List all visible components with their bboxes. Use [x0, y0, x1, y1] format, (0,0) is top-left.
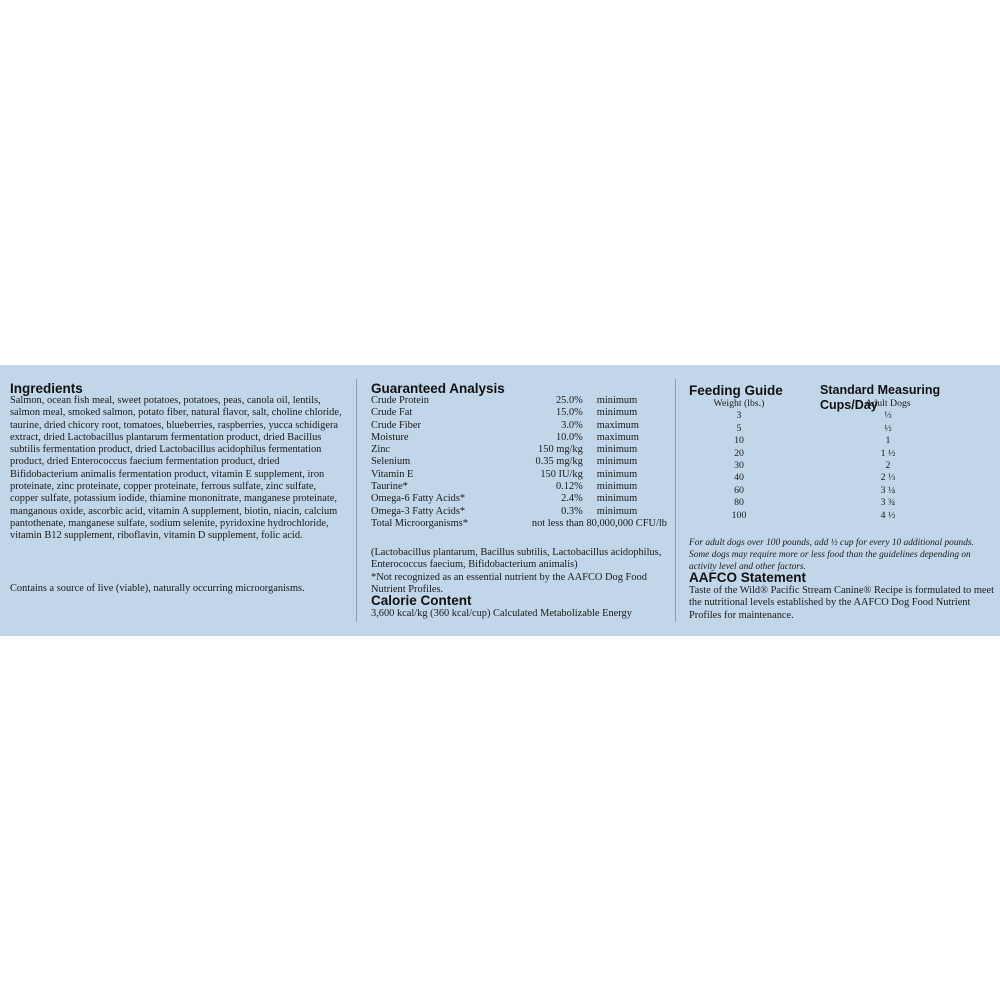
feeding-cups: 2 — [885, 460, 891, 472]
feeding-row — [689, 423, 987, 435]
microorganisms-detail: (Lactobacillus plantarum, Bacillus subtilis, Lactobacillus acidophilus, Enterococcus faecium, Bifidobacterium animalis) — [371, 547, 662, 571]
ga-value: 2.4% — [561, 493, 583, 505]
feeding-row — [689, 485, 987, 497]
feeding-weight: 10 — [734, 435, 744, 447]
ga-qualifier: minimum — [596, 493, 638, 505]
ga-row — [371, 493, 667, 505]
calorie-content-text: 3,600 kcal/kg (360 kcal/cup) Calculated Metabolizable Energy — [371, 608, 632, 619]
ga-nutrient: Crude Protein — [371, 395, 430, 406]
ga-row — [371, 481, 667, 493]
feeding-guide-table — [689, 398, 987, 522]
feeding-row — [689, 510, 987, 522]
ga-row — [371, 395, 667, 407]
ga-row — [371, 444, 667, 456]
ga-nutrient: Crude Fat — [371, 407, 413, 419]
ingredients-section — [0, 365, 356, 636]
feeding-row — [689, 410, 987, 422]
feeding-cups: 1 ½ — [880, 447, 896, 459]
ga-value: 0.3% — [561, 505, 583, 517]
feeding-cups: 1 — [885, 435, 891, 447]
ingredients-heading: Ingredients — [10, 381, 83, 396]
live-microorganisms-note: Contains a source of live (viable), naturally occurring microorganisms. — [10, 583, 305, 594]
feeding-cups: 2 ⅓ — [880, 472, 896, 484]
ga-value: 25.0% — [555, 395, 583, 406]
ga-qualifier: minimum — [596, 395, 638, 406]
aafco-statement-heading: AAFCO Statement — [689, 570, 807, 585]
ga-qualifier: minimum — [596, 444, 638, 456]
feeding-cups: 3 ¼ — [880, 484, 896, 496]
guaranteed-analysis-section — [357, 365, 675, 636]
ga-qualifier: minimum — [596, 407, 638, 419]
aafco-statement-text: Taste of the Wild® Pacific Stream Canine® Recipe is formulated to meet the nutritional levels established by the AAFCO Dog Food Nutrient Profiles for maintenance. — [689, 585, 995, 621]
ga-qualifier: minimum — [596, 505, 638, 517]
ga-row — [371, 456, 667, 468]
feeding-guide-heading: Feeding Guide — [689, 383, 783, 398]
feeding-weight: 3 — [736, 410, 742, 422]
adult-dogs-column-header: Adult Dogs — [865, 398, 911, 409]
ga-nutrient: Zinc — [371, 444, 391, 456]
ga-value: 0.35 mg/kg — [535, 456, 583, 468]
feeding-cups: 3 ¾ — [880, 497, 896, 509]
ga-row — [371, 469, 667, 481]
measuring-cups-heading: Standard Measuring Cups/Day — [820, 383, 941, 412]
ga-microorganisms-value: not less than 80,000,000 CFU/lb — [531, 517, 667, 529]
ga-value: 150 mg/kg — [538, 444, 583, 456]
ga-row — [371, 506, 667, 518]
feeding-cups: ½ — [884, 422, 892, 434]
feeding-row — [689, 472, 987, 484]
ga-qualifier: maximum — [596, 431, 639, 443]
ga-qualifier: minimum — [596, 468, 638, 480]
ga-qualifier: minimum — [596, 481, 638, 493]
ga-nutrient: Crude Fiber — [371, 419, 421, 431]
ga-row — [371, 407, 667, 419]
ga-row — [371, 420, 667, 432]
feeding-weight: 100 — [731, 509, 747, 521]
feeding-guide-note: For adult dogs over 100 pounds, add ½ cup for every 10 additional pounds. Some dogs may require more or less food than the guidelines depending on activity level and other factors. — [689, 538, 974, 572]
feeding-weight: 40 — [734, 472, 744, 484]
feeding-guide-section — [676, 365, 1000, 636]
calorie-content-heading: Calorie Content — [371, 593, 472, 608]
aafco-footnote: *Not recognized as an essential nutrient by the AAFCO Dog Food Nutrient Profiles. — [371, 571, 647, 595]
guaranteed-analysis-heading: Guaranteed Analysis — [371, 381, 505, 396]
ga-value: 3.0% — [561, 419, 583, 431]
ga-value: 15.0% — [555, 407, 583, 419]
ga-nutrient: Omega-6 Fatty Acids* — [371, 493, 466, 505]
ga-value: 10.0% — [555, 431, 583, 443]
ga-row — [371, 432, 667, 444]
feeding-cups: ⅓ — [884, 410, 892, 422]
ga-qualifier: minimum — [596, 456, 638, 468]
ga-nutrient: Moisture — [371, 431, 409, 443]
feeding-weight: 80 — [734, 497, 744, 509]
feeding-row — [689, 448, 987, 460]
guaranteed-analysis-table — [371, 395, 667, 530]
ga-row-microorganisms — [371, 518, 667, 530]
ingredients-text: Salmon, ocean fish meal, sweet potatoes, potatoes, peas, canola oil, lentils, salmon meal, smoked salmon, potato fiber, natural flavor, salt, choline chloride, taurine, dried chicory root, tomatoes, blueberries, raspberries, yucca schidigera extract, dried Lactobacillus plantarum fermentation product, dried Bacillus subtilis fermentation product, dried Lactobacillus acidophilus fermentation product, dried Enterococcus faecium fermentation product, dried Bifidobacterium animalis fermentation product, vitamin E supplement, iron proteinate, zinc proteinate, copper proteinate, ferrous sulfate, zinc sulfate, copper sulfate, potassium iodide, thiamine mononitrate, manganese proteinate, manganous oxide, ascorbic acid, vitamin A supplement, biotin, niacin, calcium pantothenate, manganese sulfate, sodium selenite, pyridoxine hydrochloride, vitamin B12 supplement, riboflavin, vitamin D supplement, folic acid. — [10, 395, 342, 542]
ga-nutrient: Omega-3 Fatty Acids* — [371, 505, 466, 517]
feeding-cups: 4 ½ — [880, 509, 896, 521]
ga-nutrient: Vitamin E — [371, 468, 414, 480]
ga-value: 150 IU/kg — [540, 468, 583, 480]
nutrition-label-panel — [0, 365, 1000, 636]
feeding-weight: 5 — [736, 422, 742, 434]
ga-value: 0.12% — [555, 481, 583, 493]
weight-column-header: Weight (lbs.) — [713, 398, 765, 409]
feeding-row — [689, 435, 987, 447]
ga-nutrient: Total Microorganisms* — [371, 517, 468, 529]
ga-nutrient: Taurine* — [371, 481, 408, 493]
feeding-row — [689, 497, 987, 509]
feeding-weight: 30 — [734, 460, 744, 472]
ga-nutrient: Selenium — [371, 456, 411, 468]
feeding-row — [689, 460, 987, 472]
feeding-weight: 20 — [734, 447, 744, 459]
feeding-weight: 60 — [734, 484, 744, 496]
ga-qualifier: maximum — [596, 419, 639, 431]
ga-footnotes — [371, 547, 671, 596]
